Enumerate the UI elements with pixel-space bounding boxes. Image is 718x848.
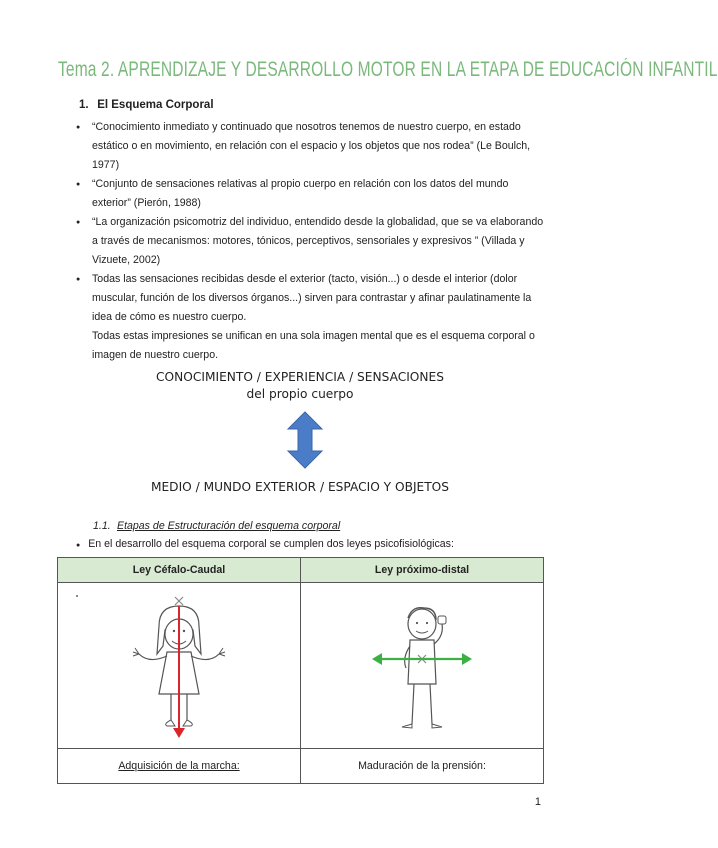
header-cephalocaudal: Ley Céfalo-Caudal [58, 558, 301, 583]
laws-bullet [76, 538, 454, 550]
subsection-title: Etapas de Estructuración del esquema corporal [117, 520, 341, 532]
page-title: Tema 2. APRENDIZAJE Y DESARROLLO MOTOR EN LA ETAPA DE EDUCACIÓN INFANTIL [58, 58, 718, 81]
list-item [76, 270, 546, 365]
list-item [76, 213, 546, 270]
header-proximodistal: Ley próximo-distal [301, 558, 544, 583]
proximodistal-illustration-cell [301, 583, 544, 749]
subsection-heading [93, 520, 340, 532]
bullet-text: “Conocimiento inmediato y continuado que nosotros tenemos de nuestro cuerpo, en estado estático o en movimiento, en relación con el espacio y los objetos que nos rodea” (Le Boulch, 1977) [92, 121, 531, 171]
section-title: El Esquema Corporal [97, 99, 214, 111]
definitions-list [76, 118, 546, 365]
bullet-text: “Conjunto de sensaciones relativas al propio cuerpo en relación con los datos del mundo exterior” (Pierón, 1988) [92, 178, 509, 209]
list-item [76, 175, 546, 213]
section-number: 1. [79, 99, 89, 111]
bullet-text: En el desarrollo del esquema corporal se cumplen dos leyes psicofisiológicas: [88, 538, 454, 550]
bullet-text: “La organización psicomotriz del individuo, entendido desde la globalidad, que se va elaborando a través de mecanismos: motores, tónicos, perceptivos, sensoriales y expresivos ” (Villada y Vizuete, 2002) [92, 216, 544, 266]
page-number: 1 [534, 796, 541, 808]
bullet-continuation: Todas estas impresiones se unifican en una sola imagen mental que es el esquema corporal o imagen de nuestro cuerpo. [92, 330, 535, 361]
laws-table [57, 557, 544, 784]
boy-illustration [302, 584, 542, 742]
diagram-bottom-line: MEDIO / MUNDO EXTERIOR / ESPACIO Y OBJETOS [150, 480, 450, 494]
double-arrow-icon [288, 412, 322, 468]
diagram-top-line1: CONOCIMIENTO / EXPERIENCIA / SENSACIONES [156, 370, 444, 384]
girl-illustration [59, 584, 299, 742]
section-heading [79, 99, 214, 111]
cephalocaudal-illustration-cell [58, 583, 301, 749]
caption-prension: Maduración de la prensión: [301, 749, 544, 784]
subsection-number: 1.1. [93, 520, 111, 532]
caption-marcha [58, 749, 301, 784]
bullet-text: ● Todas las sensaciones recibidas desde el exterior (tacto, visión...) o desde el interior (dolor muscular, función de los diversos órganos...) sirven para contrastar y afinar paulatinamente la idea de cómo es nuestro cuerpo. [92, 273, 532, 323]
diagram-top-line2: del propio cuerpo [246, 387, 354, 401]
list-item [76, 118, 546, 175]
caption-text: Adquisición de la marcha: [118, 760, 240, 772]
